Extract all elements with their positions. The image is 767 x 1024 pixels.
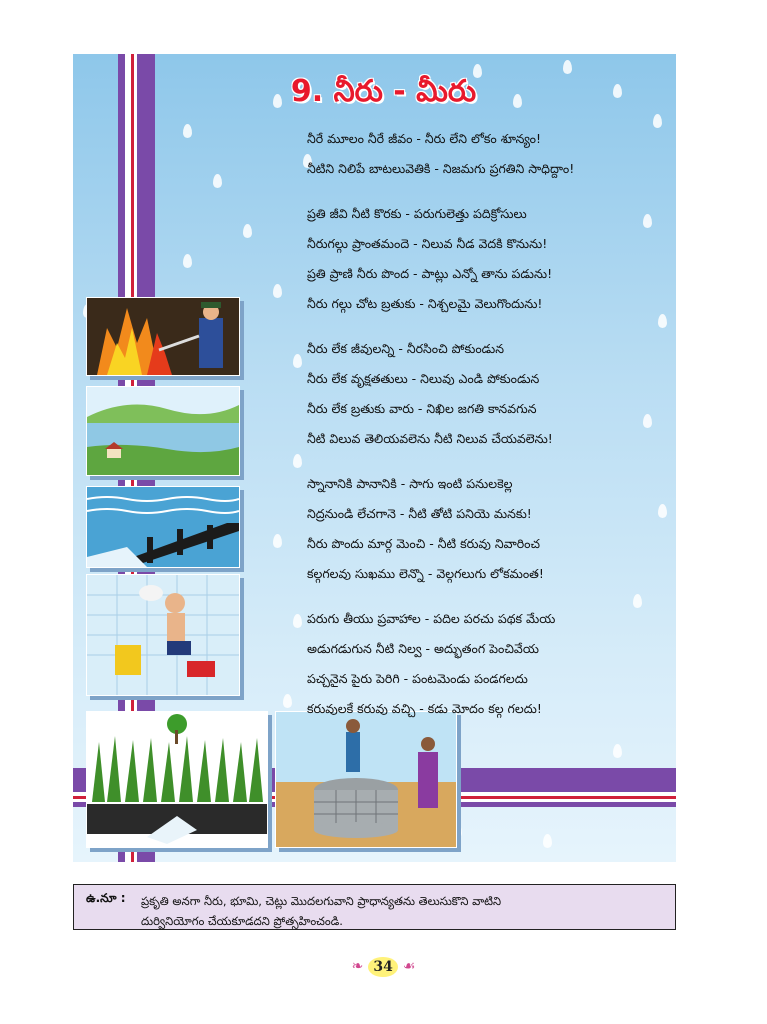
poem-line: కరువులకే కరువు వచ్చి - కడు మోదం కల్గ గలదు!: [307, 701, 542, 716]
poem-line: నీరు లేక జీవులన్ని - నీరసించి పోకుండున: [307, 341, 505, 356]
illustration-bathing: [86, 574, 240, 696]
illustration-fire: [86, 297, 240, 376]
illustration-lake: [86, 386, 240, 476]
poem-line: ప్రతి ప్రాణి నీరు పొంద - పాట్లు ఎన్నో తాను పడును!: [307, 266, 553, 281]
illustration-dam: [86, 486, 240, 568]
poem-stanza-5: [307, 604, 647, 724]
poem-line: పరుగు తీయు ప్రవాహాల - పదిల పరచు పథక మేయ: [307, 611, 556, 626]
poem-line: కల్గగలవు సుఖము లెన్నొ - వెల్గగలుగు లోకమంత!: [307, 566, 544, 581]
poem-line: నీరుగల్గు ప్రాంతమందె - నిలువ నీడ వెదకి కొనును!: [307, 236, 548, 251]
poem-stanza-3: [307, 334, 647, 454]
raindrop: [613, 744, 622, 758]
raindrop: [243, 224, 252, 238]
page-number-value: 34: [368, 957, 397, 977]
raindrop: [658, 504, 667, 518]
poem-stanza-2: [307, 199, 647, 319]
raindrop: [183, 124, 192, 138]
poem-line: నీరే మూలం నీరే జీవం - నీరు లేని లోకం శూన్యం!: [307, 131, 542, 146]
ornament-left-icon: ❧: [351, 958, 364, 975]
poem-line: నీరు పొందు మార్గ మెంచి - నీటి కరువు నివారించ: [307, 536, 540, 551]
raindrop: [293, 454, 302, 468]
teacher-note-line-2: దుర్వినియోగం చేయకూడదని ప్రోత్సహించండి.: [141, 914, 343, 928]
poem-stanza-4: [307, 469, 647, 589]
page-number: [0, 956, 767, 977]
raindrop: [563, 60, 572, 74]
poem-line: నీరు లేక బ్రతుకు వారు - నిఖిల జగతి కానవగున: [307, 401, 537, 416]
page-title: 9. నీరు - మీరు: [290, 74, 477, 109]
raindrop: [283, 694, 292, 708]
poem: [307, 124, 647, 739]
teacher-note-text: [141, 891, 661, 931]
raindrop: [658, 314, 667, 328]
raindrop: [293, 614, 302, 628]
poem-line: స్నానానికి పానానికి - సాగు ఇంటి పనులకెల్ల: [307, 476, 513, 491]
poem-line: పచ్చనైన పైరు పెరిగి - పంటమెండు పండగలదు: [307, 671, 528, 686]
poem-line: నీరు గల్గు చోట బ్రతుకు - నిశ్చలమై వెలుగొందును!: [307, 296, 543, 311]
teacher-note-line-1: ప్రకృతి అనగా నీరు, భూమి, చెట్లు మొదలగువాని ప్రాధాన్యతను తెలుసుకొని వాటిని: [141, 894, 502, 908]
ornament-right-icon: ☙: [402, 958, 416, 975]
raindrop: [273, 534, 282, 548]
poem-line: ప్రతి జీవి నీటి కొరకు - పరుగులెత్తు పదిక్రోసులు: [307, 206, 527, 221]
illustration-crops: [86, 711, 268, 848]
poem-line: అడుగడుగున నీటి నిల్వ - అద్భుతంగ పెంచివేయ: [307, 641, 539, 656]
poem-line: నిద్రనుండి లేచగానె - నీటి తోటి పనియె మనకు!: [307, 506, 532, 521]
raindrop: [273, 284, 282, 298]
raindrop: [543, 834, 552, 848]
raindrop: [653, 114, 662, 128]
raindrop: [293, 354, 302, 368]
teacher-note-box: [73, 884, 676, 930]
raindrop: [183, 254, 192, 268]
raindrop: [213, 174, 222, 188]
poem-line: నీటి విలువ తెలియవలెను నీటి నిలువ చేయవలెను!: [307, 431, 553, 446]
poem-stanza-1: [307, 124, 647, 184]
poem-line: నీటిని నిలిపే బాటలువెతికి - నిజమగు ప్రగతిని సాధిద్దాం!: [307, 161, 575, 176]
poem-line: నీరు లేక వృక్షతతులు - నిలువు ఎండి పోకుండున: [307, 371, 540, 386]
teacher-note-label: ఉ.నూ :: [86, 891, 126, 905]
